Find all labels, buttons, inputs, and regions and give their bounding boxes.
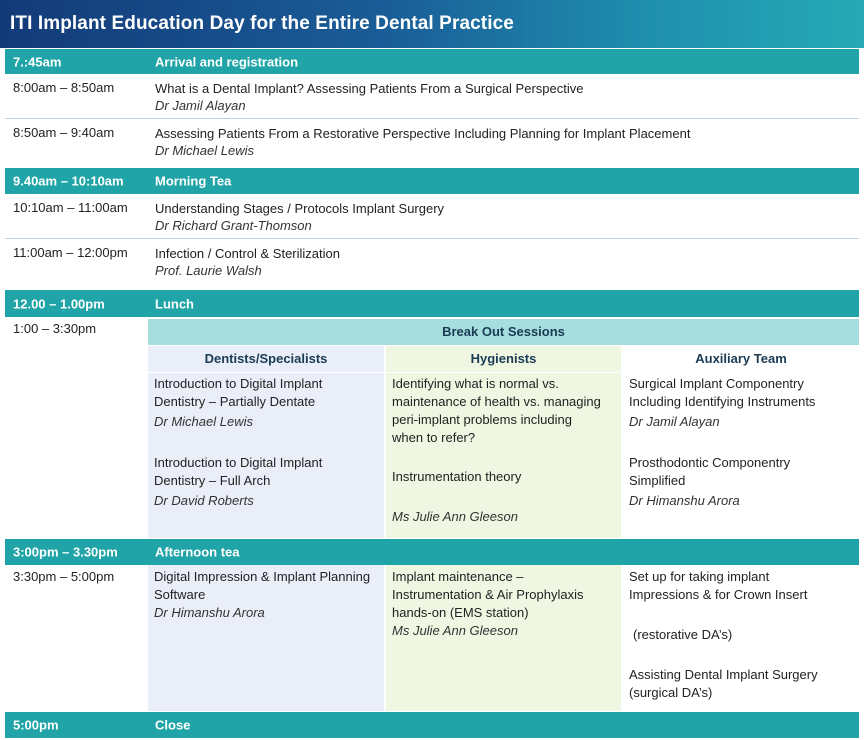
- session-row: [5, 194, 859, 238]
- session-title-block: [155, 125, 690, 159]
- session-title-line: Prosthodontic Componentry: [629, 455, 791, 470]
- session-title-line: Dentistry – Partially Dentate: [154, 394, 316, 409]
- session-title-line: Impressions & for Crown Insert: [629, 587, 808, 602]
- close-label: Close: [155, 717, 191, 733]
- hygienists-header: Hygienists: [386, 346, 621, 372]
- session-title-line: Set up for taking implant: [629, 569, 770, 584]
- morning-tea-label: Morning Tea: [155, 173, 232, 189]
- session-speaker: Dr Himanshu Arora: [154, 605, 265, 620]
- session-speaker: Dr Himanshu Arora: [629, 493, 740, 508]
- session-block: [629, 375, 853, 431]
- session-title-line: maintenance of health vs. managing: [392, 394, 601, 409]
- session-title: Assessing Patients From a Restorative Perspective Including Planning for Implant Placement: [155, 126, 691, 141]
- close-time: 5:00pm: [13, 717, 59, 733]
- session-block: [629, 568, 853, 604]
- session-row: [5, 239, 859, 289]
- session-time: 8:00am – 8:50am: [13, 80, 115, 95]
- session-speaker: Dr Michael Lewis: [154, 414, 253, 429]
- morning-tea-row: [5, 168, 859, 194]
- breakout-time: 1:00 – 3:30pm: [13, 321, 97, 336]
- session-speaker: Prof. Laurie Walsh: [155, 263, 262, 278]
- session-time: 11:00am – 12:00pm: [13, 245, 128, 260]
- session-title-line: Introduction to Digital Implant: [154, 455, 323, 470]
- session-title-line: Introduction to Digital Implant: [154, 376, 323, 391]
- session-row: [5, 74, 859, 118]
- session-speaker: Dr Richard Grant-Thomson: [155, 218, 312, 233]
- dentists-late-column: [148, 565, 384, 711]
- session-title-line: hands-on (EMS station): [392, 605, 529, 620]
- hygienists-column: [386, 373, 621, 538]
- auxiliary-header: Auxiliary Team: [623, 346, 859, 372]
- session-title: What is a Dental Implant? Assessing Patients From a Surgical Perspective: [155, 81, 584, 96]
- session-title-line: Surgical Implant Componentry: [629, 376, 804, 391]
- session-row: [5, 119, 859, 167]
- arrival-label: Arrival and registration: [155, 54, 299, 69]
- close-row: [5, 712, 859, 738]
- session-speaker: Ms Julie Ann Gleeson: [392, 623, 518, 638]
- session-block: [154, 454, 378, 510]
- session-title-line: peri-implant problems including: [392, 412, 572, 427]
- session-title-line: Including Identifying Instruments: [629, 394, 816, 409]
- session-speaker: Dr Jamil Alayan: [629, 414, 720, 429]
- session-title-line: Identifying what is normal vs.: [392, 376, 559, 391]
- session-speaker: Dr David Roberts: [154, 493, 254, 508]
- session-title-line: (surgical DA’s): [629, 685, 713, 700]
- auxiliary-column: [623, 373, 859, 538]
- session-block: [392, 375, 615, 447]
- session-block: [154, 375, 378, 431]
- session-block: [392, 568, 615, 640]
- session-title-block: [155, 80, 583, 114]
- lunch-time: 12.00 – 1.00pm: [13, 296, 105, 311]
- afternoon-tea-row: [5, 539, 859, 565]
- session-title-line: Software: [154, 587, 206, 602]
- afternoon-tea-label: Afternoon tea: [155, 544, 240, 560]
- late-session-time: 3:30pm – 5:00pm: [13, 569, 115, 584]
- session-block: [154, 568, 378, 622]
- session-title-line: Digital Impression & Implant Planning: [154, 569, 371, 584]
- session-title-line: Dentistry – Full Arch: [154, 473, 271, 488]
- breakout-heading: Break Out Sessions: [148, 319, 859, 345]
- session-title-line: Simplified: [629, 473, 686, 488]
- session-title-block: [155, 200, 444, 234]
- dentists-header: Dentists/Specialists: [148, 346, 384, 372]
- session-time: 8:50am – 9:40am: [13, 125, 115, 140]
- session-title-line: Implant maintenance –: [392, 569, 524, 584]
- session-title: Understanding Stages / Protocols Implant Surgery: [155, 201, 445, 216]
- arrival-row: [5, 49, 859, 74]
- dentists-column: [148, 373, 384, 538]
- session-speaker: Dr Michael Lewis: [155, 143, 254, 158]
- session-title-block: [155, 245, 340, 279]
- lunch-row: [5, 290, 859, 317]
- session-speaker: Dr Jamil Alayan: [155, 98, 246, 113]
- session-title: Infection / Control & Sterilization: [155, 246, 340, 261]
- afternoon-tea-time: 3:00pm – 3.30pm: [13, 544, 118, 560]
- session-speaker: Ms Julie Ann Gleeson: [392, 509, 518, 524]
- arrival-time: 7.:45am: [13, 54, 62, 69]
- session-title-line: Assisting Dental Implant Surgery: [629, 667, 818, 682]
- hygienists-late-column: [386, 565, 621, 711]
- session-title-line: Instrumentation theory: [392, 469, 522, 484]
- session-time: 10:10am – 11:00am: [13, 200, 128, 215]
- session-note: (restorative DA’s): [633, 627, 733, 642]
- session-title-line: when to refer?: [392, 430, 476, 445]
- session-block: [629, 454, 853, 510]
- auxiliary-late-column: [623, 565, 859, 711]
- session-title-line: Instrumentation & Air Prophylaxis: [392, 587, 584, 602]
- morning-tea-time: 9.40am – 10:10am: [13, 173, 124, 189]
- page-title: ITI Implant Education Day for the Entire Dental Practice: [0, 0, 864, 48]
- lunch-label: Lunch: [155, 296, 194, 311]
- session-block: [629, 666, 853, 702]
